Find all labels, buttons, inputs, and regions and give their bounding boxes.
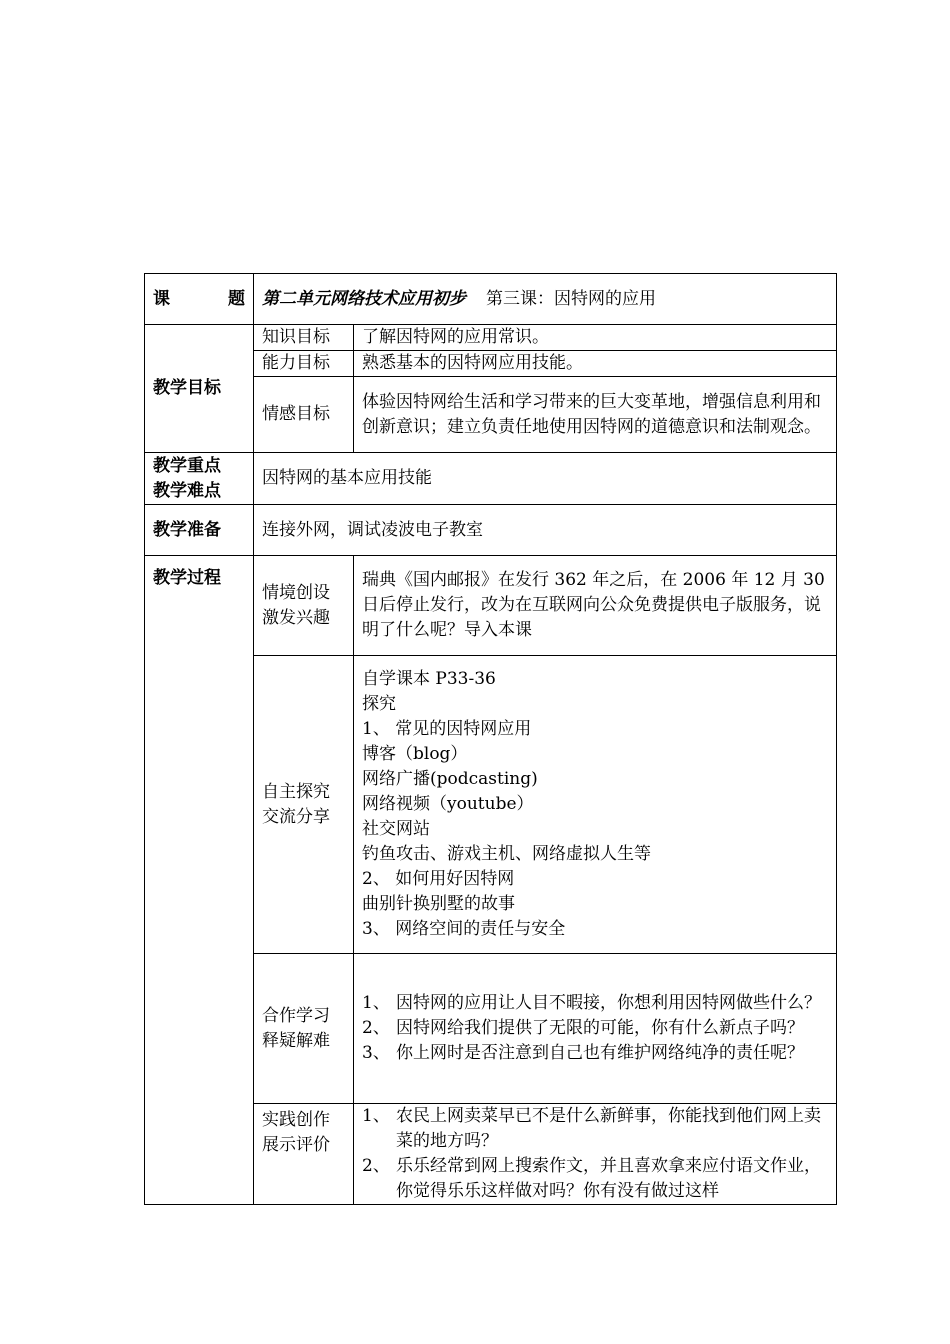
process-label: 教学过程 xyxy=(145,556,254,1205)
topic-label-left: 课 xyxy=(153,288,170,309)
preparation-row xyxy=(145,505,837,556)
question-number: 3、 xyxy=(362,1043,390,1063)
task-number: 1、 xyxy=(362,1106,390,1126)
stage-line: 3、 网络空间的责任与安全 xyxy=(362,919,566,939)
question-text: 你上网时是否注意到自己也有维护网络纯净的责任呢？ xyxy=(396,1043,804,1063)
stage-name-line: 展示评价 xyxy=(262,1135,330,1155)
objective-name: 能力目标 xyxy=(254,351,354,377)
question-item xyxy=(362,991,828,1016)
objectives-label: 教学目标 xyxy=(145,325,254,453)
stage-line: 曲别针换别墅的故事 xyxy=(362,894,515,914)
objective-text: 了解因特网的应用常识。 xyxy=(354,325,837,351)
process-stage-row xyxy=(145,556,837,656)
key-points-label xyxy=(145,453,254,505)
stage-name xyxy=(254,656,354,954)
stage-line: 博客（blog） xyxy=(362,744,468,764)
stage-name xyxy=(254,954,354,1104)
stage-line: 网络视频（youtube） xyxy=(362,794,534,814)
stage-line: 网络广播(podcasting) xyxy=(362,769,538,789)
stage-line: 1、 常见的因特网应用 xyxy=(362,719,532,739)
question-text: 因特网给我们提供了无限的可能，你有什么新点子吗？ xyxy=(396,1018,804,1038)
question-item xyxy=(362,1016,828,1041)
stage-name-line: 释疑解难 xyxy=(262,1030,330,1051)
topic-content xyxy=(254,274,837,325)
task-item xyxy=(362,1104,828,1154)
unit-title: 第二单元网络技术应用初步 xyxy=(262,288,466,309)
objective-row-knowledge xyxy=(145,325,837,351)
stage-name-line: 实践创作 xyxy=(262,1110,330,1130)
task-text: 农民上网卖菜早已不是什么新鲜事，你能找到他们网上卖菜的地方吗？ xyxy=(396,1106,821,1151)
stage-name-line: 交流分享 xyxy=(262,806,330,827)
stage-line: 探究 xyxy=(362,694,396,714)
lesson-title: 第三课：因特网的应用 xyxy=(486,288,656,309)
preparation-label: 教学准备 xyxy=(145,505,254,556)
objective-name: 知识目标 xyxy=(254,325,354,351)
stage-name-line: 情境创设 xyxy=(262,582,330,603)
objective-text: 熟悉基本的因特网应用技能。 xyxy=(354,351,837,377)
lesson-plan-table xyxy=(144,273,837,1205)
stage-content xyxy=(354,656,837,954)
question-number: 2、 xyxy=(362,1018,390,1038)
stage-line: 社交网站 xyxy=(362,819,430,839)
objective-name: 情感目标 xyxy=(254,377,354,453)
task-item xyxy=(362,1154,828,1204)
stage-name-line: 激发兴趣 xyxy=(262,607,330,628)
key-points-label-1: 教学重点 xyxy=(153,455,221,476)
preparation-text: 连接外网，调试凌波电子教室 xyxy=(254,505,837,556)
question-number: 1、 xyxy=(362,993,390,1013)
stage-text: 瑞典《国内邮报》在发行 362 年之后，在 2006 年 12 月 30 日后停止发行，改为在互联网向公众免费提供电子版服务，说明了什么呢？导入本课 xyxy=(362,570,825,640)
stage-line: 钓鱼攻击、游戏主机、网络虚拟人生等 xyxy=(362,844,651,864)
stage-content xyxy=(354,556,837,656)
stage-content xyxy=(354,954,837,1104)
key-points-text: 因特网的基本应用技能 xyxy=(254,453,837,505)
key-points-row xyxy=(145,453,837,505)
stage-line: 2、 如何用好因特网 xyxy=(362,869,515,889)
question-item xyxy=(362,1041,828,1066)
stage-line: 自学课本 P33-36 xyxy=(362,669,496,689)
stage-name-line: 自主探究 xyxy=(262,781,330,802)
topic-label-right: 题 xyxy=(228,288,245,309)
stage-name xyxy=(254,556,354,656)
task-number: 2、 xyxy=(362,1156,390,1176)
stage-name xyxy=(254,1104,354,1205)
question-text: 因特网的应用让人目不暇接，你想利用因特网做些什么？ xyxy=(396,993,821,1013)
topic-row xyxy=(145,274,837,325)
key-points-label-2: 教学难点 xyxy=(153,480,221,501)
stage-name-line: 合作学习 xyxy=(262,1005,330,1026)
topic-label xyxy=(145,274,254,325)
task-text: 乐乐经常到网上搜索作文，并且喜欢拿来应付语文作业，你觉得乐乐这样做对吗？你有没有做过这样 xyxy=(396,1156,821,1201)
objective-text: 体验因特网给生活和学习带来的巨大变革地，增强信息利用和创新意识；建立负责任地使用因特网的道德意识和法制观念。 xyxy=(354,377,837,453)
stage-content xyxy=(354,1104,837,1205)
